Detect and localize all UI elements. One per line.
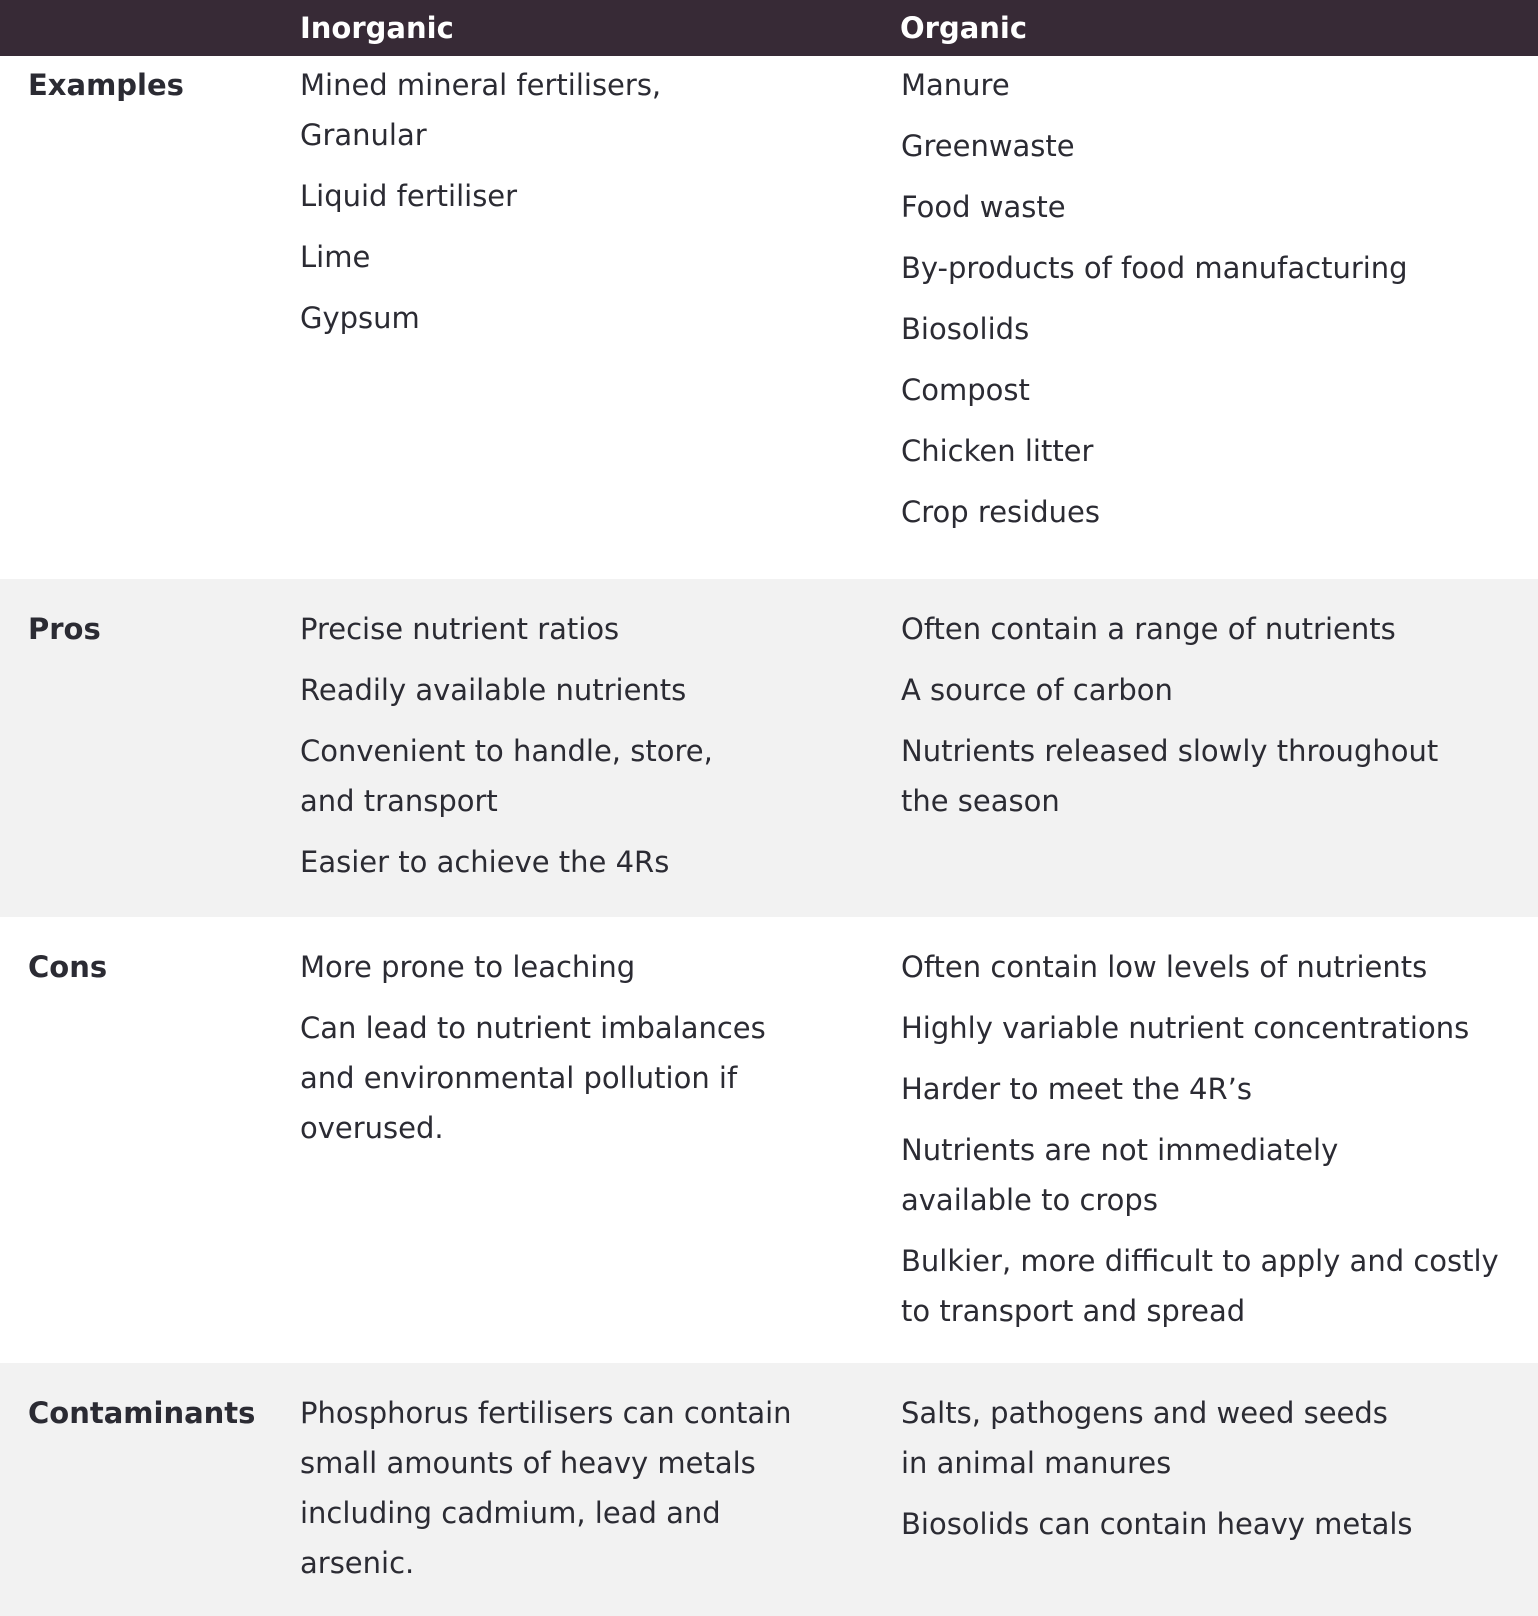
list-item: Convenient to handle, store, and transport <box>300 734 713 818</box>
header-inorganic: Inorganic <box>300 11 454 45</box>
row-label-examples: Examples <box>28 68 184 102</box>
pros-organic-cell <box>900 579 1538 917</box>
list-item: Often contain low levels of nutrients <box>901 950 1428 984</box>
pros-inorganic-cell <box>300 579 900 917</box>
list-item: A source of carbon <box>901 673 1173 707</box>
contaminants-inorganic-cell <box>300 1363 900 1616</box>
row-label-pros: Pros <box>28 612 101 646</box>
row-examples <box>0 56 1538 579</box>
cons-inorganic-cell <box>300 917 900 1363</box>
list-item: More prone to leaching <box>300 950 636 984</box>
header-row <box>0 0 1538 56</box>
examples-organic-cell <box>900 56 1538 579</box>
list-item: Salts, pathogens and weed seeds in animal manures <box>901 1396 1388 1480</box>
list-item: Highly variable nutrient concentrations <box>901 1011 1470 1045</box>
list-item: Phosphorus fertilisers can contain small amounts of heavy metals including cadmium, lead and arsenic. <box>300 1396 792 1580</box>
list-item: Greenwaste <box>901 129 1075 163</box>
examples-inorganic-cell <box>300 56 900 579</box>
list-item: Manure <box>901 68 1010 102</box>
list-item: Mined mineral fertilisers, Granular <box>300 68 662 152</box>
row-pros <box>0 579 1538 917</box>
list-item: By-products of food manufacturing <box>901 251 1408 285</box>
list-item: Liquid fertiliser <box>300 179 518 213</box>
list-item: Food waste <box>901 190 1066 224</box>
list-item: Often contain a range of nutrients <box>901 612 1396 646</box>
list-item: Easier to achieve the 4Rs <box>300 845 670 879</box>
row-label-contaminants: Contaminants <box>28 1396 256 1430</box>
list-item: Harder to meet the 4R’s <box>901 1072 1252 1106</box>
list-item: Chicken litter <box>901 434 1094 468</box>
row-cons <box>0 917 1538 1363</box>
list-item: Nutrients are not immediately available to crops <box>901 1133 1339 1217</box>
list-item: Crop residues <box>901 495 1100 529</box>
list-item: Readily available nutrients <box>300 673 687 707</box>
list-item: Can lead to nutrient imbalances and environmental pollution if overused. <box>300 1011 766 1145</box>
header-organic: Organic <box>900 11 1028 45</box>
list-item: Biosolids <box>901 312 1030 346</box>
table-header <box>0 0 1538 56</box>
list-item: Precise nutrient ratios <box>300 612 620 646</box>
list-item: Compost <box>901 373 1030 407</box>
list-item: Gypsum <box>300 301 420 335</box>
list-item: Bulkier, more difficult to apply and costly to transport and spread <box>901 1244 1499 1328</box>
cons-organic-cell <box>900 917 1538 1363</box>
list-item: Nutrients released slowly throughout the season <box>901 734 1439 818</box>
header-empty-cell <box>0 0 300 56</box>
row-contaminants <box>0 1363 1538 1616</box>
contaminants-organic-cell <box>900 1363 1538 1616</box>
list-item: Biosolids can contain heavy metals <box>901 1507 1413 1541</box>
list-item: Lime <box>300 240 371 274</box>
table-body <box>0 56 1538 1616</box>
row-label-cons: Cons <box>28 950 108 984</box>
